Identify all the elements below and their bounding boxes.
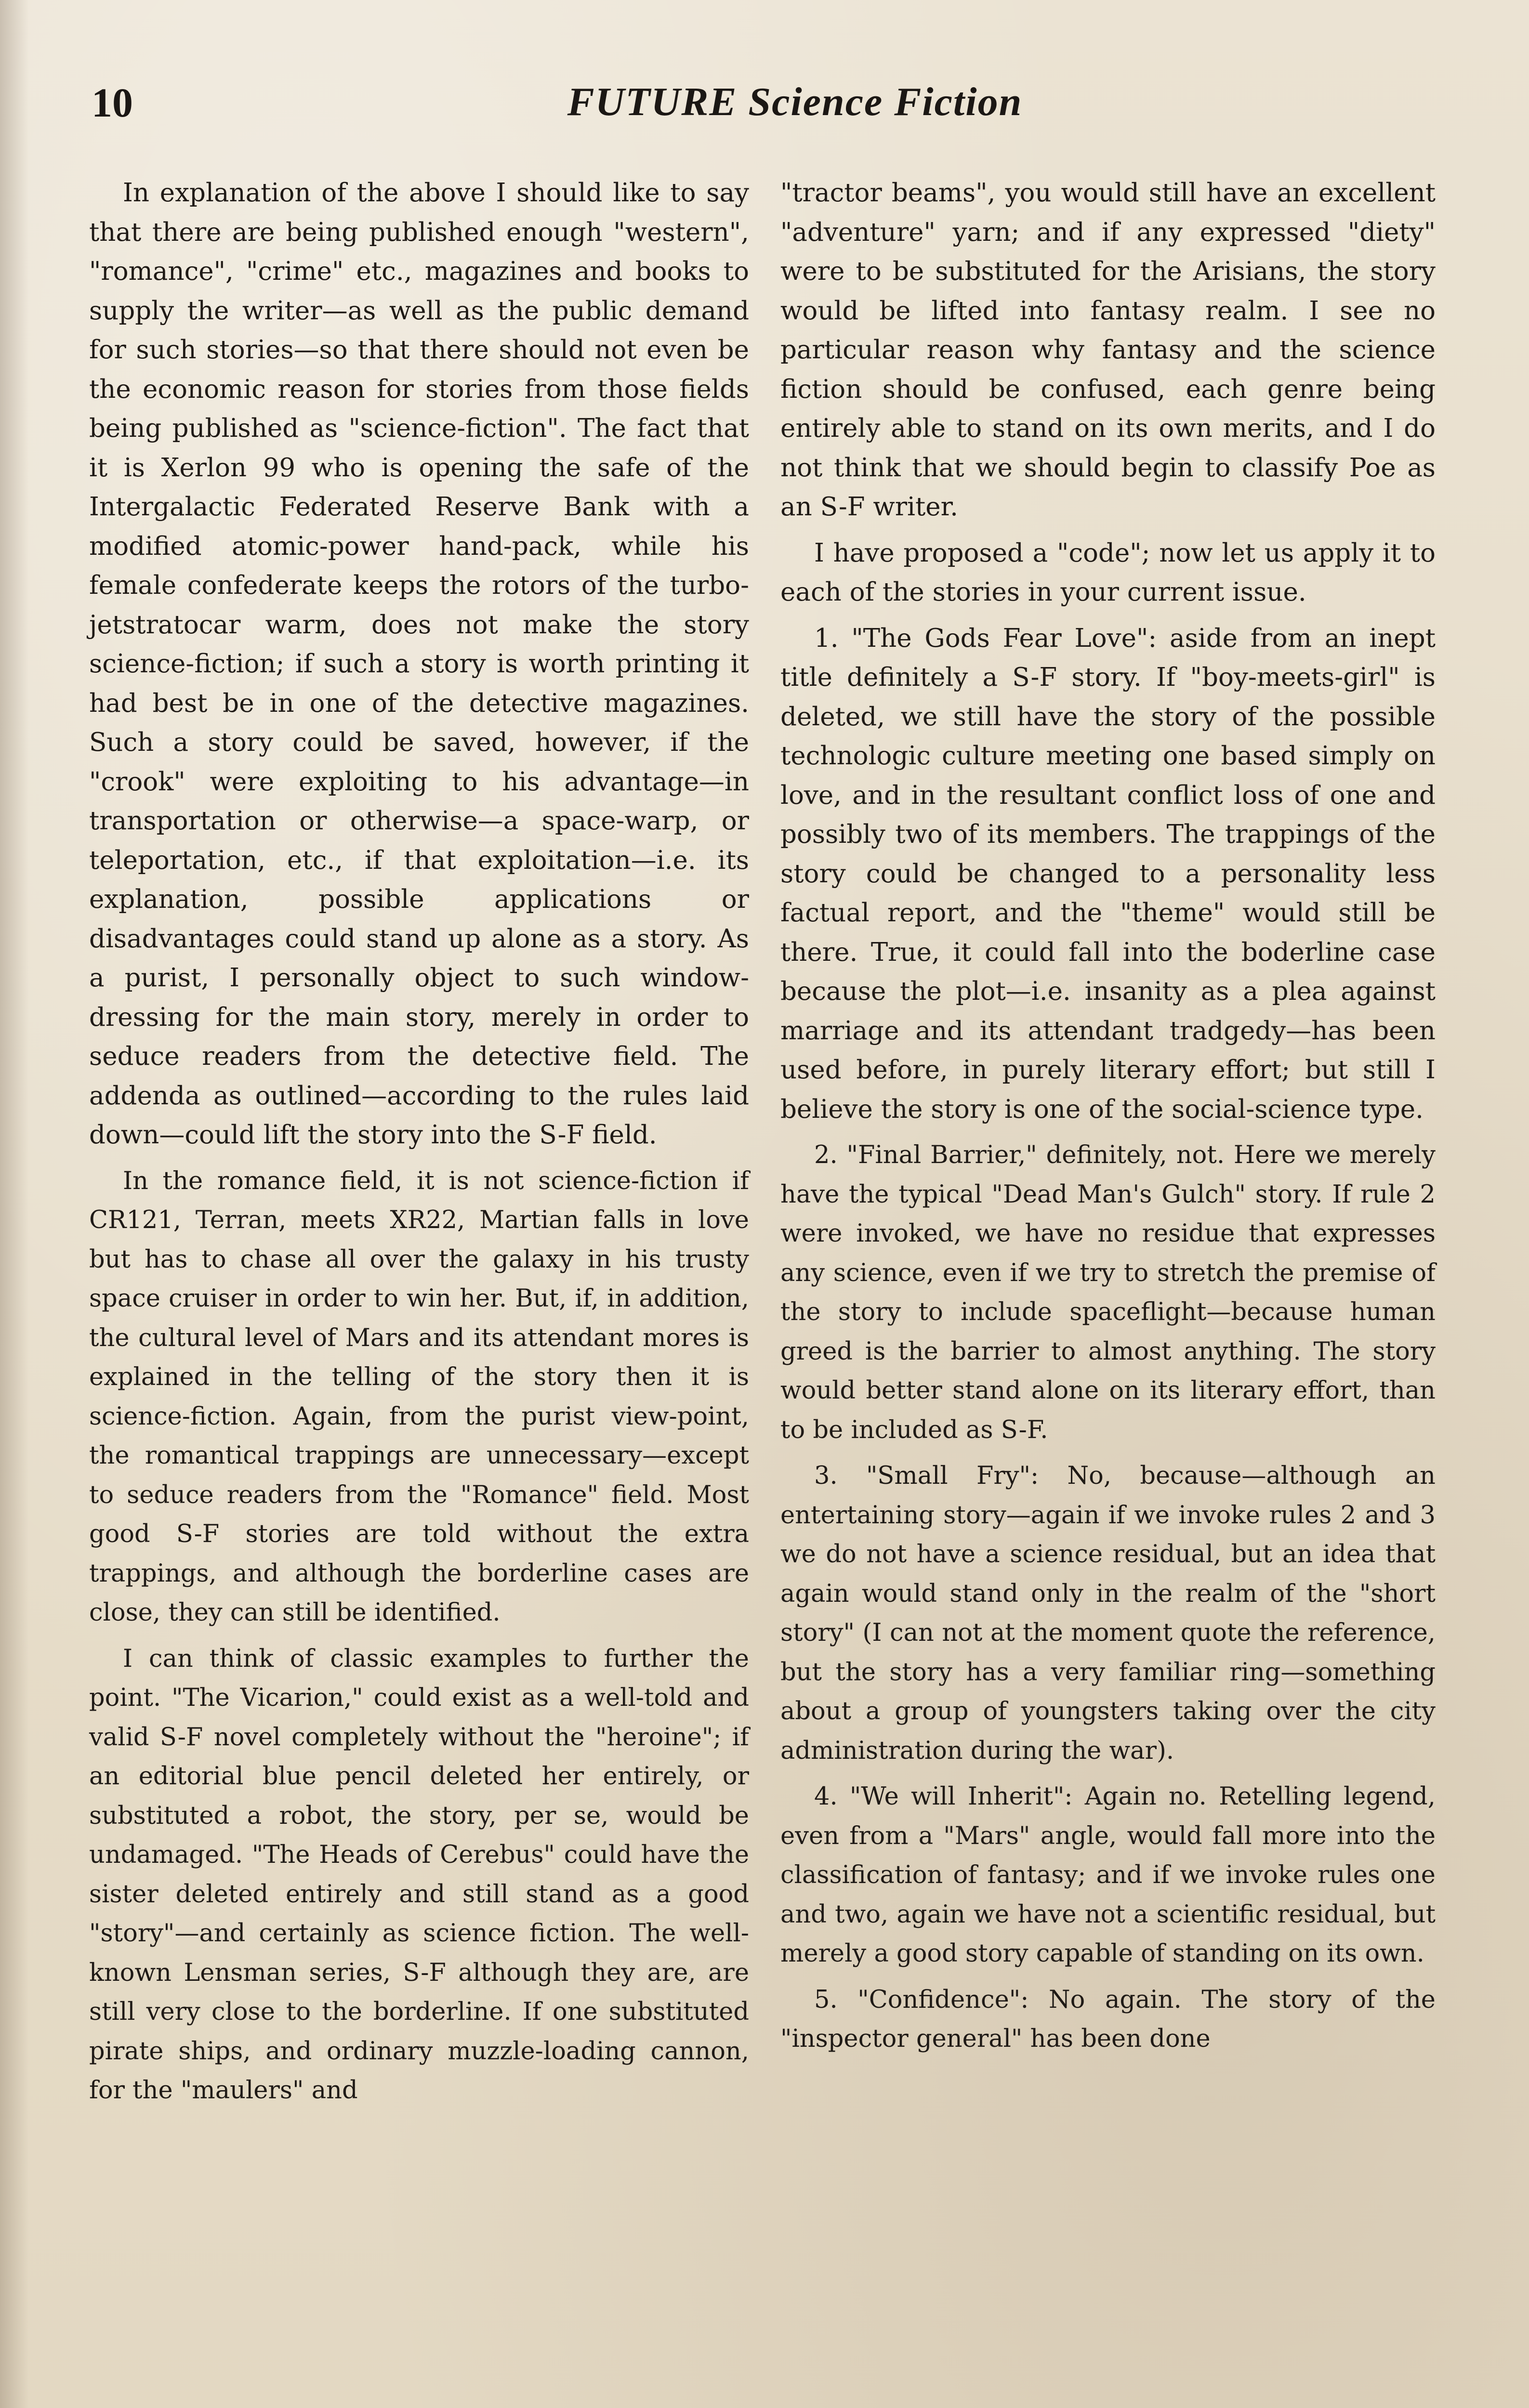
left-column xyxy=(89,173,749,2110)
page-binding-shadow xyxy=(0,0,29,2408)
paragraph: 3. "Small Fry": No, because—although an entertaining story—again if we invoke rules 2 and 3 we do not have a science residual, but an idea that again would stand only in the realm of the "short story" (I can not at the moment quote the reference, but the story has a very familiar ring—something about a group of youngsters taking over the city administration during the war). xyxy=(780,1462,1436,1765)
paragraph: 5. "Confidence": No again. The story of the "inspector general" has been done xyxy=(780,1985,1436,2053)
right-column xyxy=(780,173,1436,2059)
paragraph: 4. "We will Inherit": Again no. Retelling legend, even from a "Mars" angle, would fall more into the classification of fantasy; and if we invoke rules one and two, again we have not a scientific residual, but merely a good story capable of standing on its own. xyxy=(780,1782,1436,1968)
magazine-title: FUTURE Science Fiction xyxy=(567,79,1023,124)
paragraph: In the romance field, it is not science-fiction if CR121, Terran, meets XR22, Martian falls in love but has to chase all over the galaxy in his trusty space cruiser in order to win her. But, if, in addition, the cultural level of Mars and its attendant mores is explained in the telling of the story then it is science-fiction. Again, from the purist view-point, the romantical trappings are unnecessary—except to seduce readers from the "Romance" field. Most good S-F stories are told without the extra trappings, and although the borderline cases are close, they can still be identified. xyxy=(89,1166,749,1627)
paragraph: 2. "Final Barrier," definitely, not. Here we merely have the typical "Dead Man's Gulch" story. If rule 2 were invoked, we have no residue that expresses any science, even if we try to stretch the premise of the story to include spaceflight—because human greed is the barrier to almost anything. The story would better stand alone on its literary effort, than to be included as S-F. xyxy=(780,1141,1436,1444)
paragraph: 1. "The Gods Fear Love": aside from an inept title definitely a S-F story. If "boy-meets-girl" is deleted, we still have the story of the possible technologic culture meeting one based simply on love, and in the resultant conflict loss of one and possibly two of its members. The trappings of the story could be changed to a personality less factual report, and the "theme" would still be there. True, it could fall into the boderline case because the plot—i.e. insanity as a plea against marriage and its attendant tradgedy—has been used before, in purely literary effort; but still I believe the story is one of the social-science type. xyxy=(780,623,1436,1124)
paragraph: I have proposed a "code"; now let us apply it to each of the stories in your current issue. xyxy=(780,538,1436,607)
paragraph: I can think of classic examples to further the point. "The Vicarion," could exist as a well-told and valid S-F novel completely without the "heroine"; if an editorial blue pencil deleted her entirely, or substituted a robot, the story, per se, would be undamaged. "The Heads of Cerebus" could have the sister deleted entirely and still stand as a good "story"—and certainly as science fiction. The well-known Lensman series, S-F although they are, are still very close to the borderline. If one substituted pirate ships, and ordinary muzzle-loading cannon, for the "maulers" and xyxy=(89,1644,749,2105)
paragraph: "tractor beams", you would still have an excellent "adventure" yarn; and if any expressed "diety" were to be substituted for the Arisians, the story would be lifted into fantasy realm. I see no particular reason why fantasy and the science fiction should be confused, each genre being entirely able to stand on its own merits, and I do not think that we should begin to classify Poe as an S-F writer. xyxy=(780,178,1436,522)
page-number: 10 xyxy=(92,79,133,126)
paragraph: In explanation of the above I should like to say that there are being published enough "western", "romance", "crime" etc., magazines and books to supply the writer—as well as the public demand for such stories—so that there should not even be the economic reason for stories from those fields being published as "science-fiction". The fact that it is Xerlon 99 who is opening the safe of the Intergalactic Federated Reserve Bank with a modified atomic-power hand-pack, while his female confederate keeps the rotors of the turbo-jetstratocar warm, does not make the story science-fiction; if such a story is worth printing it had best be in one of the detective magazines. Such a story could be saved, however, if the "crook" were exploiting to his advantage—in transportation or otherwise—a space-warp, or teleportation, etc., if that exploitation—i.e. its explanation, possible applications or disadvantages could stand up alone as a story. As a purist, I personally object to such window-dressing for the main story, merely in order to seduce readers from the detective field. The addenda as outlined—according to the rules laid down—could lift the story into the S-F field. xyxy=(89,178,749,1150)
